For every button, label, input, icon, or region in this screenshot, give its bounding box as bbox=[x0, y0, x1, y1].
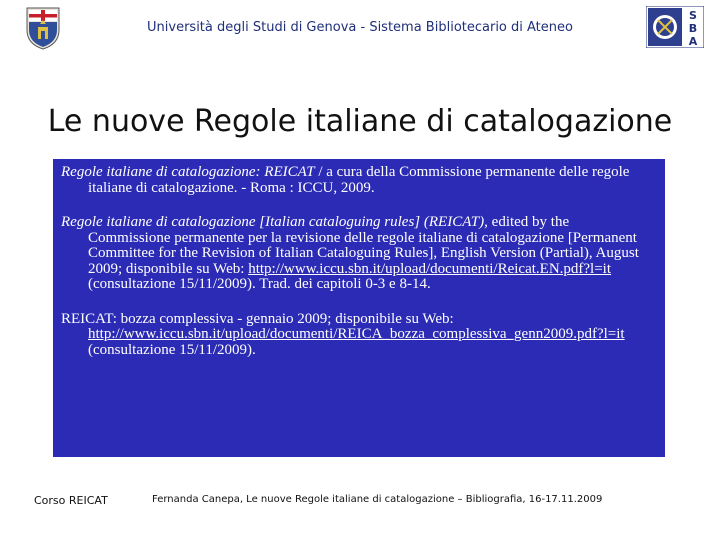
sba-letter-a: A bbox=[688, 35, 698, 48]
header-title: Università degli Studi di Genova - Sistema Bibliotecario di Ateneo bbox=[147, 20, 573, 35]
entry-2-title: Regole italiane di catalogazione [Italian cataloguing rules] (REICAT) bbox=[61, 214, 485, 230]
university-crest-icon bbox=[21, 6, 65, 50]
entry-2-text: , edited by the Commissione permanente per la revisione delle regole italiane di catalogazione [Permanent Committee for the Revision of Italian Cataloguing Rules], English Version (Partial), August 2009; disponibile su Web: bbox=[88, 214, 639, 277]
sba-letter-s: S bbox=[689, 9, 697, 22]
bibliography-box bbox=[53, 159, 665, 457]
sba-logo-icon bbox=[646, 6, 704, 48]
entry-3-after: (consultazione 15/11/2009). bbox=[88, 341, 256, 358]
slide-title: Le nuove Regole italiane di catalogazione bbox=[47, 104, 673, 139]
footer-credits: Fernanda Canepa, Le nuove Regole italiane di catalogazione – Bibliografia, 16-17.11.2009 bbox=[152, 494, 603, 505]
bibliography-entry-2 bbox=[61, 215, 655, 293]
entry-3-text: REICAT: bozza complessiva - gennaio 2009; disponibile su Web: bbox=[61, 310, 454, 327]
bibliography-entry-1 bbox=[61, 165, 655, 196]
entry-1-text: / a cura della Commissione permanente delle regole italiane di catalogazione. - Roma : ICCU, 2009. bbox=[88, 164, 630, 196]
entry-1-title: Regole italiane di catalogazione: REICAT bbox=[61, 164, 315, 180]
entry-2-link[interactable]: http://www.iccu.sbn.it/upload/documenti/Reicat.EN.pdf?l=it bbox=[248, 260, 612, 277]
entry-3-link[interactable]: http://www.iccu.sbn.it/upload/documenti/REICA_bozza_complessiva_genn2009.pdf?l=it bbox=[88, 326, 625, 342]
bibliography-entry-3 bbox=[61, 312, 655, 359]
sba-letter-b: B bbox=[688, 22, 698, 35]
footer-course: Corso REICAT bbox=[34, 494, 108, 507]
entry-2-after: (consultazione 15/11/2009). Trad. dei capitoli 0-3 e 8-14. bbox=[88, 276, 431, 292]
